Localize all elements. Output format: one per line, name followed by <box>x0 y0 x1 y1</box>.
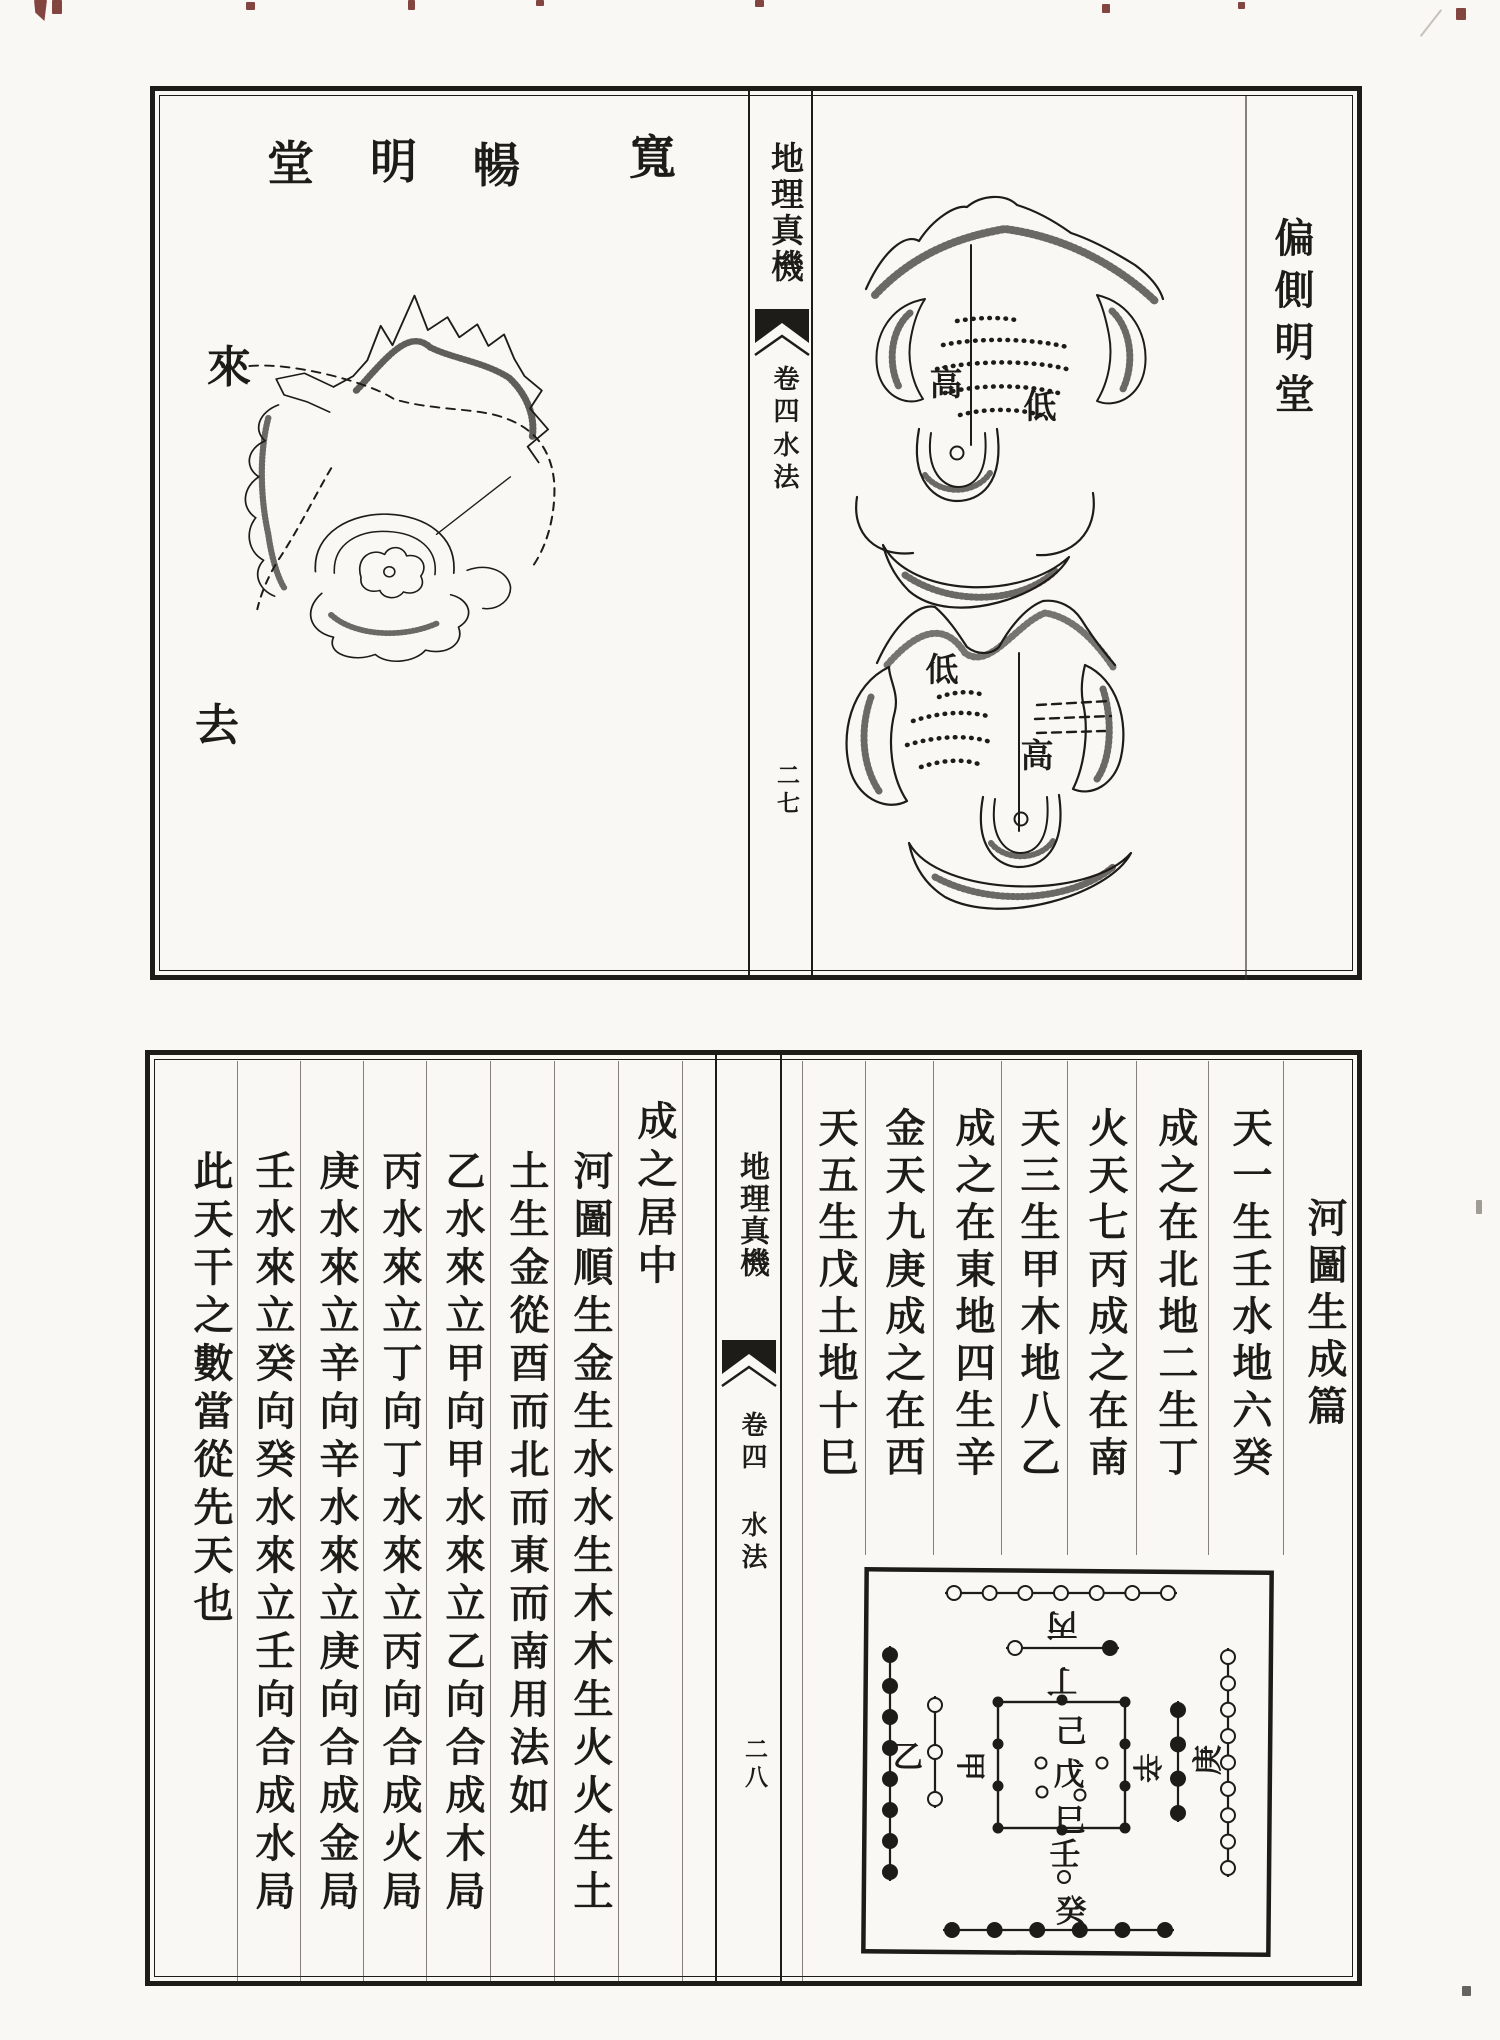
column-rule <box>933 1061 934 1555</box>
text-column: 成之在東地四生辛 <box>950 1107 995 1483</box>
spine-border <box>748 91 750 975</box>
gray-mark <box>1476 1200 1482 1214</box>
red-mark <box>408 0 415 10</box>
red-mark <box>52 0 62 14</box>
column-rule <box>865 1061 866 1555</box>
red-mark <box>246 2 255 10</box>
red-mark <box>1102 4 1110 13</box>
top-leaf <box>150 86 1362 980</box>
red-mark <box>755 0 764 7</box>
right-page-heading: 偏側明堂 <box>1269 217 1314 425</box>
center-char: 己 <box>1055 1714 1087 1749</box>
spine-chapter: 卷四 <box>738 1411 767 1475</box>
sideways-mingtang-diagrams <box>815 181 1235 971</box>
stem-west-inner: 辛 <box>1129 1753 1162 1783</box>
dark-mark <box>1462 1986 1471 1996</box>
column-rule <box>426 1061 427 1981</box>
spine-book-title: 地理真機 <box>766 141 802 285</box>
column-rule <box>1136 1061 1137 1555</box>
spine-page-number: 二七 <box>774 763 799 819</box>
spine-section: 水法 <box>738 1511 767 1575</box>
leader-line <box>436 477 510 535</box>
gray-scratch <box>1420 9 1443 37</box>
left-title-char: 明 <box>370 137 417 189</box>
text-column: 天五生戊土地十巳 <box>813 1107 858 1483</box>
red-mark <box>34 0 47 21</box>
left-title-char: 堂 <box>267 139 314 191</box>
column-rule <box>490 1061 491 1981</box>
column-rule <box>682 1061 683 1981</box>
text-column: 乙水來立甲向甲水來立乙向合成木局 <box>440 1150 485 1918</box>
center-char: 巳 <box>1054 1803 1086 1838</box>
left-title-char: 寬 <box>629 133 676 185</box>
hetu-diagram <box>856 1558 1280 1960</box>
column-rule <box>1208 1061 1209 1555</box>
label-go: 去 <box>195 701 239 750</box>
hatching <box>331 615 436 633</box>
text-column: 火天七丙成之在南 <box>1083 1107 1128 1483</box>
text-column: 金天九庚成之在西 <box>880 1107 925 1483</box>
text-column: 此天干之數當從先天也 <box>188 1150 233 1630</box>
spine-border <box>715 1055 717 1981</box>
red-mark <box>1238 2 1245 9</box>
dot-field <box>907 692 993 767</box>
column-rule <box>1245 96 1247 980</box>
stem-east-outer: 乙 <box>893 1741 923 1774</box>
fold-rule <box>802 1061 803 1981</box>
text-column: 天三生甲木地八乙 <box>1015 1107 1060 1483</box>
left-title-char: 暢 <box>473 141 520 193</box>
chapter-title: 河圖生成篇 <box>1302 1197 1347 1432</box>
text-column: 天一生壬水地六癸 <box>1227 1107 1272 1483</box>
stem-east-inner: 甲 <box>953 1751 986 1781</box>
spine-chapter: 卷四 <box>770 365 799 429</box>
column-rule <box>1067 1061 1068 1555</box>
wide-mingtang-drawing <box>163 251 743 881</box>
fishtail-mark <box>721 1340 777 1390</box>
hatching <box>262 418 284 588</box>
red-mark <box>536 0 544 6</box>
column-rule <box>300 1061 301 1981</box>
text-column: 壬水來立癸向癸水來立壬向合成水局 <box>250 1150 295 1918</box>
fishtail-mark <box>754 309 810 359</box>
column-rule <box>1001 1061 1002 1555</box>
label-low: 低 <box>925 653 959 689</box>
text-column: 成之在北地二生丁 <box>1153 1107 1198 1483</box>
stem-north-1: 壬 <box>1049 1837 1081 1872</box>
spine-book-title: 地理真機 <box>735 1151 768 1279</box>
spine-section: 水法 <box>770 431 799 495</box>
dash-field <box>1035 701 1111 733</box>
hatching <box>356 341 533 436</box>
center-char: 戊 <box>1053 1757 1085 1792</box>
text-column: 庚水來立辛向辛水來立庚向合成金局 <box>314 1150 359 1918</box>
stem-south-1: 丙 <box>1046 1607 1078 1642</box>
red-mark <box>1456 8 1466 20</box>
text-column: 丙水來立丁向丁水來立丙向合成火局 <box>377 1150 422 1918</box>
text-column: 河圖順生金生水水生木木生火火生土 <box>568 1150 613 1918</box>
label-high: 高 <box>929 367 963 403</box>
column-rule <box>1283 1061 1284 1555</box>
text-column: 土生金從酉而北而東而南用法如 <box>504 1150 549 1822</box>
column-rule <box>237 1061 238 1981</box>
stem-west-outer: 庚 <box>1192 1745 1225 1775</box>
label-high: 高 <box>1020 739 1054 775</box>
bottom-leaf <box>145 1050 1362 1986</box>
label-low: 低 <box>1023 390 1057 426</box>
column-rule <box>554 1061 555 1981</box>
spine-border <box>780 1055 782 1981</box>
spine-border <box>811 91 813 975</box>
spine-page-number: 二八 <box>742 1737 767 1793</box>
text-column: 成之居中 <box>632 1100 677 1292</box>
stem-south-2: 丁 <box>1046 1663 1078 1698</box>
stem-north-2: 癸 <box>1055 1894 1087 1929</box>
column-rule <box>618 1061 619 1981</box>
grave-point <box>384 567 395 577</box>
label-come: 來 <box>207 343 251 392</box>
column-rule <box>363 1061 364 1981</box>
dashed-stream <box>249 365 554 564</box>
